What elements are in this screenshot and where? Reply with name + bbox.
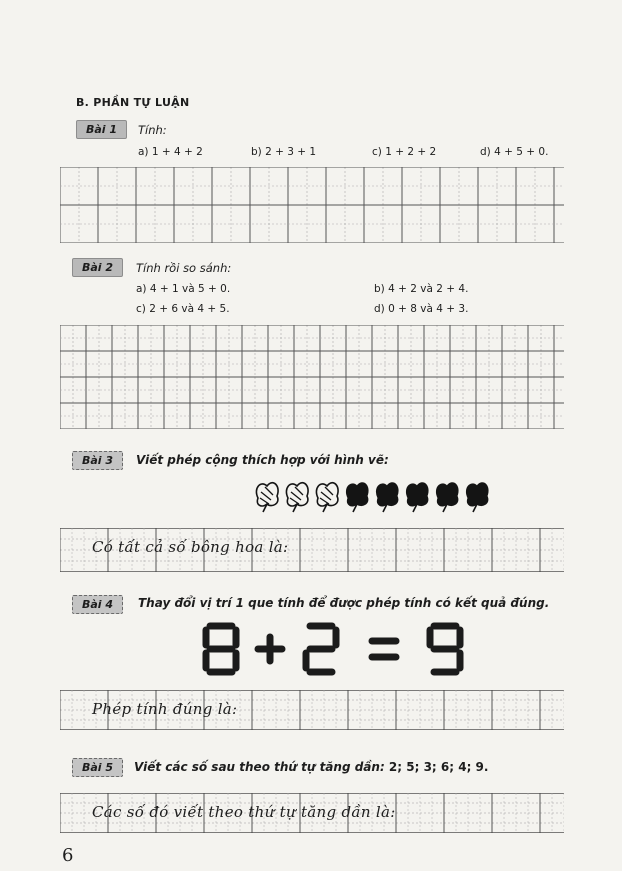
exercise-2-badge: Bài 2 [72,258,123,277]
flower-outlined-3 [316,483,338,512]
flower-outlined-1 [256,483,278,512]
exercise-1-badge: Bài 1 [76,120,127,139]
exercise-2-item-b: b) 4 + 2 và 2 + 4. [374,283,469,295]
page-number: 6 [62,845,74,866]
flower-filled-7 [436,483,458,512]
exercise-2-item-c: c) 2 + 6 và 4 + 5. [136,303,230,315]
exercise-2-item-a: a) 4 + 1 và 5 + 0. [136,283,231,295]
exercise-5-prompt [134,760,488,774]
exercise-3-answer-line: Có tất cả số bông hoa là: [92,538,289,556]
exercise-1-item-b: b) 2 + 3 + 1 [251,146,317,158]
exercise-4-answer-line: Phép tính đúng là: [92,700,238,718]
exercise-2-prompt: Tính rồi so sánh: [136,261,232,275]
digit-c [430,626,460,672]
flower-picture [253,478,493,518]
flower-outlined-2 [286,483,308,512]
exercise-4-badge: Bài 4 [72,595,123,614]
exercise-5-numbers: 2; 5; 3; 6; 4; 9. [388,760,489,774]
exercise-5-answer-line: Các số đó viết theo thứ tự tăng dần là: [92,803,396,821]
flower-filled-4 [346,483,368,512]
exercise-3-prompt: Viết phép cộng thích hợp với hình vẽ: [136,453,389,467]
matchstick-equation [200,620,490,684]
exercise-1-item-d: d) 4 + 5 + 0. [480,146,549,158]
exercise-4-prompt: Thay đổi vị trí 1 que tính để được phép tính có kết quả đúng. [138,596,550,610]
exercise-1-prompt: Tính: [138,123,167,137]
exercise-1-item-a: a) 1 + 4 + 2 [138,146,203,158]
exercise-3-badge: Bài 3 [72,451,123,470]
section-title: B. PHẦN TỰ LUẬN [76,96,190,109]
exercise-2-grid[interactable] [60,325,564,429]
digit-a [206,626,236,672]
exercise-1-grid[interactable] [60,167,564,243]
exercise-1-item-c: c) 1 + 2 + 2 [372,146,437,158]
flower-filled-8 [466,483,488,512]
digit-b [306,626,336,672]
flower-filled-6 [406,483,428,512]
flower-filled-5 [376,483,398,512]
exercise-2-item-d: d) 0 + 8 và 4 + 3. [374,303,469,315]
exercise-5-badge: Bài 5 [72,758,123,777]
exercise-5-prompt-text: Viết các số sau theo thứ tự tăng dần: [134,760,389,774]
